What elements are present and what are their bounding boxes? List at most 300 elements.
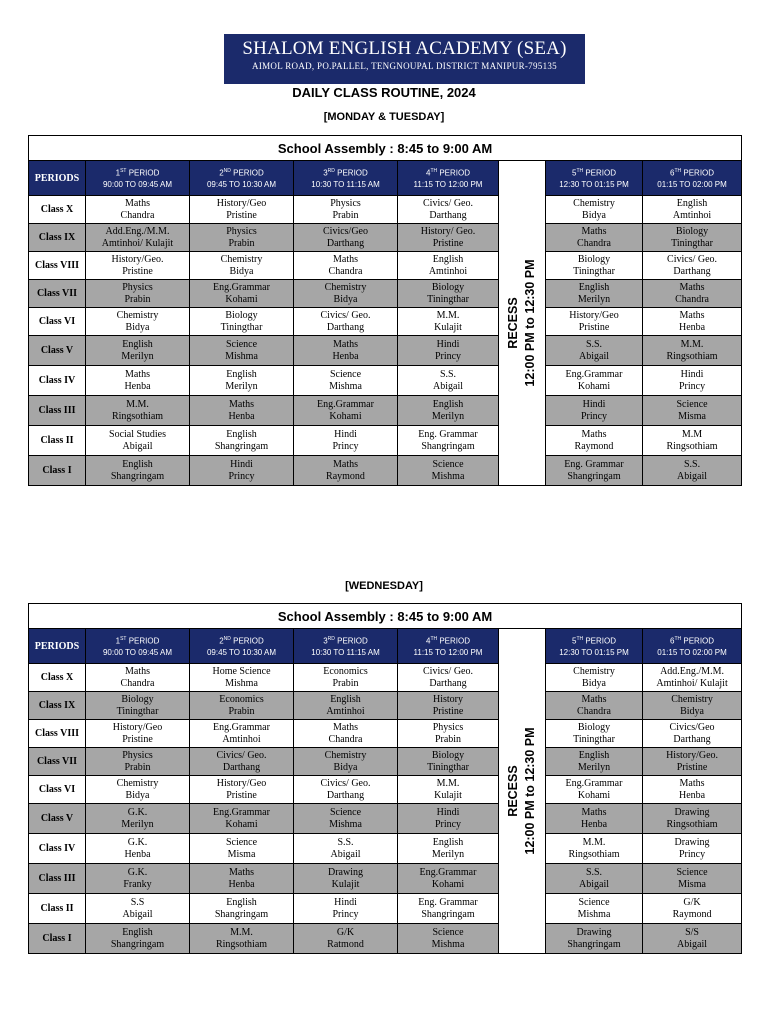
- subject-cell: [86, 776, 190, 804]
- subject-cell: [86, 308, 190, 336]
- period-time: 10:30 TO 11:15 AM: [311, 648, 380, 658]
- teacher-name: Bidya: [125, 321, 150, 333]
- teacher-name: Bidya: [333, 293, 358, 305]
- subject-cell: [294, 396, 398, 426]
- subject-cell: [86, 720, 190, 748]
- subject-cell: [190, 804, 294, 834]
- period-word: PERIOD: [585, 636, 617, 646]
- class-name: Class I: [29, 456, 86, 486]
- class-row: [29, 396, 742, 426]
- teacher-name: Mishma: [431, 470, 465, 482]
- subject-cell: [86, 894, 190, 924]
- subject-cell: [190, 196, 294, 224]
- period-header-3: [294, 161, 398, 196]
- subject-cell: [546, 834, 643, 864]
- subject-cell: [643, 366, 742, 396]
- class-row: [29, 720, 742, 748]
- period-number: [190, 633, 293, 648]
- subject-name: English: [122, 927, 153, 938]
- teacher-name: Bidya: [125, 789, 150, 801]
- subject-cell: [190, 426, 294, 456]
- subject-cell: [294, 864, 398, 894]
- teacher-name: Mishma: [225, 350, 258, 362]
- teacher-name: Henba: [580, 818, 608, 830]
- teacher-name: Merilyn: [577, 761, 611, 773]
- teacher-name: Tiningthar: [116, 705, 159, 717]
- teacher-name: Kulajit: [434, 321, 462, 333]
- period-header-2: [190, 629, 294, 664]
- subject-cell: [190, 924, 294, 954]
- teacher-name: Princy: [434, 818, 462, 830]
- recess-cell: [499, 161, 546, 486]
- subject-cell: [643, 308, 742, 336]
- class-name: Class IV: [29, 366, 86, 396]
- teacher-name: Raymond: [326, 470, 365, 482]
- subject-name: Economics: [219, 694, 264, 705]
- teacher-name: Henba: [678, 321, 706, 333]
- school-banner: [224, 34, 585, 84]
- period-ordinal: 1: [115, 168, 121, 178]
- subject-cell: [643, 692, 742, 720]
- subject-name: Maths: [581, 694, 607, 705]
- subject-cell: [398, 336, 499, 366]
- subject-name: History/Geo: [216, 198, 267, 209]
- class-name: Class VI: [29, 776, 86, 804]
- subject-cell: [294, 894, 398, 924]
- subject-cell: [294, 692, 398, 720]
- subject-cell: [86, 224, 190, 252]
- period-word: PERIOD: [337, 168, 368, 178]
- teacher-name: Chandra: [328, 733, 363, 745]
- periods-label: PERIODS: [29, 629, 86, 664]
- subject-cell: [294, 664, 398, 692]
- subject-cell: [546, 776, 643, 804]
- teacher-name: Darthang: [429, 677, 467, 689]
- teacher-name: Kulajit: [434, 789, 462, 801]
- subject-name: Science: [578, 897, 610, 908]
- teacher-name: Amtinhoi: [222, 733, 261, 745]
- teacher-name: Darthang: [326, 237, 365, 249]
- routine-table-wednesday: [28, 603, 742, 954]
- subject-name: Eng. Grammar: [418, 429, 478, 440]
- subject-name: Biology: [577, 722, 611, 733]
- teacher-name: Merilyn: [431, 848, 465, 860]
- period-ordinal: 2: [219, 636, 224, 646]
- class-row: [29, 834, 742, 864]
- teacher-name: Misma: [678, 410, 706, 422]
- subject-cell: [86, 748, 190, 776]
- teacher-name: Prabin: [228, 705, 255, 717]
- subject-name: M.M.: [582, 837, 606, 848]
- subject-name: Civics/ Geo.: [320, 778, 371, 789]
- period-time: 10:30 TO 11:15 AM: [311, 180, 380, 190]
- teacher-name: Abigail: [579, 350, 609, 362]
- class-name: Class X: [29, 664, 86, 692]
- assembly-banner: School Assembly : 8:45 to 9:00 AM: [29, 136, 742, 161]
- subject-name: English: [122, 459, 153, 470]
- period-time: 11:15 TO 12:00 PM: [413, 180, 483, 190]
- subject-cell: [546, 804, 643, 834]
- period-number: [294, 165, 397, 180]
- subject-cell: [190, 864, 294, 894]
- subject-name: Maths: [229, 867, 254, 878]
- subject-name: History/Geo: [112, 722, 163, 733]
- subject-cell: [86, 864, 190, 894]
- subject-name: English: [226, 897, 257, 908]
- subject-name: Physics: [432, 722, 464, 733]
- subject-cell: [86, 426, 190, 456]
- period-ordinal-suffix: TH: [576, 167, 584, 174]
- subject-name: Hindi: [334, 429, 357, 440]
- subject-cell: [546, 280, 643, 308]
- subject-cell: [398, 456, 499, 486]
- subject-name: Eng. Grammar: [564, 459, 624, 470]
- subject-cell: [190, 664, 294, 692]
- subject-name: Chemistry: [324, 282, 367, 293]
- day-label-monday-tuesday: [MONDAY & TUESDAY]: [323, 111, 445, 123]
- teacher-name: Henba: [678, 789, 706, 801]
- subject-name: History/ Geo.: [420, 226, 476, 237]
- subject-cell: [190, 894, 294, 924]
- teacher-name: Merilyn: [121, 818, 154, 830]
- class-name: Class V: [29, 804, 86, 834]
- subject-name: Maths: [125, 666, 150, 677]
- teacher-name: Darthang: [326, 789, 365, 801]
- subject-name: Chemistry: [116, 310, 159, 321]
- teacher-name: Pristine: [226, 789, 257, 801]
- subject-cell: [398, 426, 499, 456]
- subject-cell: [294, 834, 398, 864]
- class-row: [29, 924, 742, 954]
- teacher-name: Tiningthar: [573, 733, 615, 745]
- day-label-wednesday: [WEDNESDAY]: [345, 580, 423, 592]
- assembly-banner: School Assembly : 8:45 to 9:00 AM: [29, 604, 742, 629]
- subject-cell: [398, 252, 499, 280]
- class-name: Class VII: [29, 748, 86, 776]
- subject-name: Civics/ Geo.: [423, 198, 473, 209]
- teacher-name: Kulajit: [331, 878, 360, 890]
- period-number: [190, 165, 293, 180]
- subject-name: Chemistry: [220, 254, 263, 265]
- period-time: 09:45 TO 10:30 AM: [206, 648, 277, 658]
- subject-cell: [546, 252, 643, 280]
- teacher-name: Abigail: [677, 938, 708, 950]
- subject-name: Hindi: [230, 459, 253, 470]
- subject-cell: [86, 280, 190, 308]
- class-name: Class V: [29, 336, 86, 366]
- subject-name: Maths: [333, 459, 358, 470]
- subject-name: Maths: [679, 282, 705, 293]
- subject-cell: [643, 456, 742, 486]
- subject-name: English: [578, 282, 610, 293]
- subject-name: English: [122, 339, 153, 350]
- subject-name: Physics: [330, 198, 361, 209]
- subject-name: Hindi: [334, 897, 357, 908]
- class-row: [29, 196, 742, 224]
- teacher-name: Princy: [332, 440, 359, 452]
- subject-cell: [398, 196, 499, 224]
- class-row: [29, 776, 742, 804]
- recess-label: [505, 259, 539, 386]
- subject-cell: [643, 396, 742, 426]
- teacher-name: Pristine: [122, 733, 153, 745]
- subject-cell: [398, 308, 499, 336]
- period-number: [86, 165, 189, 180]
- subject-name: Civics/ Geo.: [216, 750, 267, 761]
- subject-cell: [398, 720, 499, 748]
- teacher-name: Prabin: [124, 761, 151, 773]
- subject-cell: [398, 894, 499, 924]
- class-name: Class II: [29, 894, 86, 924]
- period-ordinal: 3: [323, 168, 328, 178]
- subject-cell: [546, 924, 643, 954]
- subject-cell: [546, 456, 643, 486]
- subject-name: G.K.: [127, 837, 148, 848]
- teacher-name: Shangringam: [567, 938, 621, 950]
- subject-name: Eng.Grammar: [565, 778, 623, 789]
- subject-name: Hindi: [680, 369, 704, 380]
- subject-cell: [86, 196, 190, 224]
- subject-name: English: [226, 369, 257, 380]
- period-ordinal-suffix: RD: [327, 635, 335, 642]
- subject-name: Science: [676, 867, 708, 878]
- recess-title: RECESS: [506, 765, 520, 817]
- subject-name: S.S.: [683, 459, 701, 470]
- teacher-name: Princy: [228, 470, 255, 482]
- subject-cell: [86, 366, 190, 396]
- teacher-name: Pristine: [226, 209, 257, 221]
- teacher-name: Darthang: [222, 761, 261, 773]
- teacher-name: Amtinhoi/ Kulajit: [656, 677, 728, 689]
- teacher-name: Chandra: [577, 237, 611, 249]
- teacher-name: Mishma: [329, 380, 362, 392]
- subject-name: M.M.: [680, 339, 704, 350]
- subject-cell: [190, 396, 294, 426]
- teacher-name: Raymond: [574, 440, 614, 452]
- school-name: SHALOM ENGLISH ACADEMY (SEA): [242, 38, 567, 59]
- teacher-name: Shangringam: [421, 440, 475, 452]
- subject-cell: [398, 366, 499, 396]
- recess-time: 12:00 PM to 12:30 PM: [523, 259, 537, 387]
- period-word: PERIOD: [128, 168, 160, 178]
- subject-name: Chemistry: [116, 778, 159, 789]
- subject-name: Science: [225, 339, 258, 350]
- subject-cell: [294, 924, 398, 954]
- subject-cell: [190, 456, 294, 486]
- period-number: [86, 633, 189, 648]
- period-word: PERIOD: [683, 636, 715, 646]
- routine-table-monday-tuesday: [28, 135, 742, 486]
- teacher-name: Shangringam: [567, 470, 621, 482]
- school-address: AIMOL ROAD, PO.PALLEL, TENGNOUPAL DISTRICT MANIPUR-795135: [252, 61, 557, 71]
- teacher-name: Abigail: [122, 440, 153, 452]
- teacher-name: Princy: [580, 410, 608, 422]
- period-number: [398, 633, 498, 648]
- subject-name: M.M.: [126, 399, 149, 410]
- teacher-name: Henba: [228, 410, 255, 422]
- subject-name: Drawing: [674, 837, 710, 848]
- teacher-name: Amtinhoi: [428, 265, 468, 277]
- period-header-row: [29, 629, 742, 664]
- subject-name: Maths: [679, 778, 705, 789]
- subject-name: English: [330, 694, 361, 705]
- subject-name: S/S: [685, 927, 699, 938]
- subject-name: M.M: [681, 429, 703, 440]
- subject-cell: [190, 834, 294, 864]
- subject-name: Physics: [122, 750, 153, 761]
- class-name: Class IV: [29, 834, 86, 864]
- subject-name: English: [226, 429, 257, 440]
- subject-cell: [643, 776, 742, 804]
- subject-name: Maths: [333, 722, 358, 733]
- teacher-name: Bidya: [582, 677, 606, 689]
- period-ordinal: 3: [323, 636, 328, 646]
- teacher-name: Bidya: [229, 265, 254, 277]
- subject-name: Biology: [431, 750, 465, 761]
- subject-cell: [643, 280, 742, 308]
- subject-cell: [643, 894, 742, 924]
- subject-name: Civics/Geo: [669, 722, 715, 733]
- subject-cell: [294, 252, 398, 280]
- subject-name: Eng. Grammar: [418, 897, 478, 908]
- subject-cell: [546, 366, 643, 396]
- subject-cell: [643, 426, 742, 456]
- teacher-name: Chandra: [120, 677, 155, 689]
- class-row: [29, 864, 742, 894]
- teacher-name: Kohami: [225, 818, 258, 830]
- subject-cell: [294, 426, 398, 456]
- teacher-name: Henba: [332, 350, 359, 362]
- subject-name: Drawing: [576, 927, 612, 938]
- recess-label: [505, 727, 539, 854]
- teacher-name: Mishma: [225, 677, 258, 689]
- teacher-name: Shangringam: [421, 908, 475, 920]
- period-ordinal: 4: [425, 168, 431, 178]
- subject-name: Hindi: [436, 339, 460, 350]
- subject-name: History/Geo.: [111, 254, 164, 265]
- subject-cell: [86, 252, 190, 280]
- teacher-name: Ratmond: [327, 938, 364, 950]
- subject-cell: [546, 396, 643, 426]
- subject-name: Chemistry: [573, 198, 615, 209]
- teacher-name: Merilyn: [577, 293, 611, 305]
- assembly-row: [29, 604, 742, 629]
- period-ordinal-suffix: RD: [327, 167, 335, 174]
- teacher-name: Darthang: [326, 321, 365, 333]
- subject-name: Eng.Grammar: [213, 722, 270, 733]
- subject-name: English: [676, 198, 708, 209]
- subject-cell: [190, 692, 294, 720]
- teacher-name: Abigail: [677, 470, 708, 482]
- teacher-name: Pristine: [432, 237, 464, 249]
- teacher-name: Ringsothiam: [666, 818, 718, 830]
- subject-cell: [546, 664, 643, 692]
- subject-cell: [546, 748, 643, 776]
- subject-name: Eng.Grammar: [419, 867, 477, 878]
- subject-name: M.M.: [436, 310, 460, 321]
- subject-cell: [294, 804, 398, 834]
- teacher-name: Shangringam: [214, 440, 269, 452]
- subject-cell: [190, 280, 294, 308]
- teacher-name: Bidya: [333, 761, 358, 773]
- subject-name: Chemistry: [573, 666, 615, 677]
- class-row: [29, 366, 742, 396]
- period-word: PERIOD: [233, 636, 264, 646]
- teacher-name: Prabin: [332, 209, 359, 221]
- teacher-name: Chandra: [577, 705, 611, 717]
- subject-name: Science: [329, 807, 362, 818]
- teacher-name: Chandra: [675, 293, 709, 305]
- subject-name: History: [433, 694, 463, 705]
- period-word: PERIOD: [439, 636, 471, 646]
- subject-name: Drawing: [328, 867, 363, 878]
- period-time: 12:30 TO 01:15 PM: [559, 648, 629, 658]
- subject-cell: [190, 776, 294, 804]
- subject-name: Add.Eng./M.M.: [105, 226, 170, 237]
- teacher-name: Tiningthar: [427, 293, 469, 305]
- period-ordinal: 2: [219, 168, 224, 178]
- period-number: [546, 633, 642, 648]
- subject-name: Physics: [226, 226, 257, 237]
- subject-cell: [643, 196, 742, 224]
- subject-cell: [643, 924, 742, 954]
- periods-label: PERIODS: [29, 161, 86, 196]
- assembly-row: [29, 136, 742, 161]
- class-name: Class VIII: [29, 720, 86, 748]
- teacher-name: Bidya: [680, 705, 704, 717]
- teacher-name: Pristine: [676, 761, 708, 773]
- teacher-name: Princy: [434, 350, 462, 362]
- period-time: 01:15 TO 02:00 PM: [657, 180, 727, 190]
- subject-name: Maths: [229, 399, 254, 410]
- teacher-name: Ringsothiam: [666, 440, 718, 452]
- teacher-name: Darthang: [673, 733, 711, 745]
- subject-name: S.S.: [439, 369, 457, 380]
- subject-cell: [294, 720, 398, 748]
- class-name: Class III: [29, 864, 86, 894]
- period-ordinal-suffix: TH: [674, 635, 682, 642]
- period-ordinal: 4: [425, 636, 431, 646]
- teacher-name: Mishma: [577, 908, 611, 920]
- subject-name: Science: [676, 399, 708, 410]
- period-time: 12:30 TO 01:15 PM: [559, 180, 629, 190]
- subject-name: Home Science: [212, 666, 271, 677]
- subject-cell: [86, 924, 190, 954]
- class-row: [29, 748, 742, 776]
- subject-cell: [294, 196, 398, 224]
- subject-cell: [643, 804, 742, 834]
- subject-cell: [546, 894, 643, 924]
- period-header-1: [86, 629, 190, 664]
- period-word: PERIOD: [337, 636, 368, 646]
- teacher-name: Darthang: [673, 265, 711, 277]
- subject-cell: [398, 864, 499, 894]
- period-header-6: [643, 161, 742, 196]
- subject-name: G.K.: [127, 867, 148, 878]
- teacher-name: Franky: [123, 878, 152, 890]
- period-ordinal: 6: [670, 636, 675, 646]
- subject-cell: [294, 748, 398, 776]
- subject-name: Science: [432, 459, 464, 470]
- subject-name: Chemistry: [324, 750, 367, 761]
- subject-cell: [294, 456, 398, 486]
- teacher-name: Shangringam: [110, 470, 165, 482]
- subject-name: Eng.Grammar: [565, 369, 623, 380]
- subject-cell: [190, 224, 294, 252]
- teacher-name: Ringsothiam: [666, 350, 718, 362]
- subject-cell: [86, 692, 190, 720]
- teacher-name: Tiningthar: [427, 761, 469, 773]
